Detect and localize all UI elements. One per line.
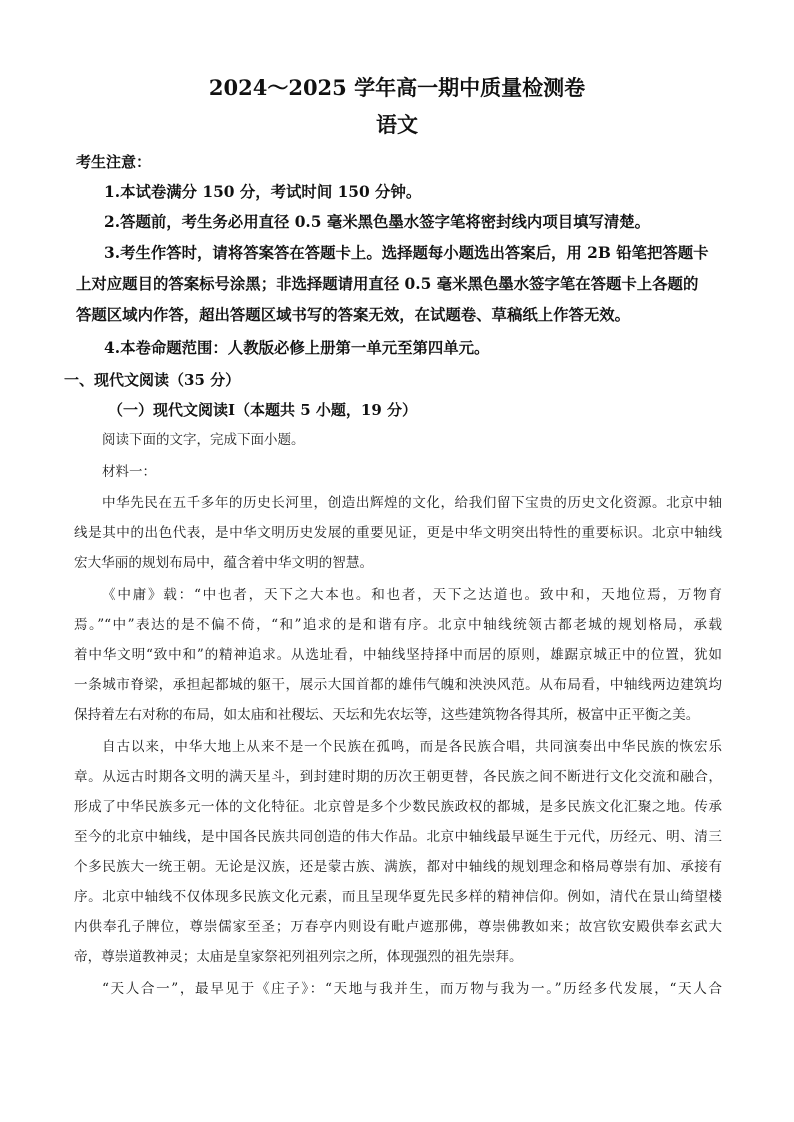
passage-line: “天人合一”，最早见于《庄子》：“天地与我并生，而万物与我为一。”历经多代发展，“天人合: [102, 981, 722, 997]
subsection-heading: （一）现代文阅读Ⅰ（本题共 5 小题，19 分）: [108, 401, 417, 419]
notice-line: 4.本卷命题范围：人教版必修上册第一单元至第四单元。: [104, 339, 490, 357]
passage-line: 形成了中华民族多元一体的文化特征。北京曾是多个少数民族政权的都城，是多民族文化汇聚之地。传承: [74, 799, 722, 815]
subject-title: 语文: [376, 112, 418, 137]
notice-line: 2.答题前，考生务必用直径 0.5 毫米黑色墨水签字笔将密封线内项目填写清楚。: [104, 213, 651, 231]
notice-line: 答题区域内作答，超出答题区域书写的答案无效，在试题卷、草稿纸上作答无效。: [76, 306, 631, 324]
passage-line: 中华先民在五千多年的历史长河里，创造出辉煌的文化，给我们留下宝贵的历史文化资源。北京中轴: [102, 495, 722, 511]
passage-line: 个多民族大一统王朝。无论是汉族，还是蒙古族、满族，都对中轴线的规划理念和格局尊崇有加、承接有: [74, 859, 722, 875]
passage-line: 至今的北京中轴线，是中国各民族共同创造的伟大作品。北京中轴线最早诞生于元代，历经元、明、清三: [74, 829, 722, 845]
notice-heading: 考生注意：: [76, 153, 152, 171]
material-label: 材料一：: [102, 464, 156, 480]
passage-line: 章。从远古时期各文明的满天星斗，到封建时期的历次王朝更替，各民族之间不断进行文化交流和融合，: [74, 769, 722, 785]
passage-line: 序。北京中轴线不仅体现多民族文化元素，而且呈现华夏先民多样的精神信仰。例如，清代在景山绮望楼: [74, 889, 722, 905]
passage-line: 线是其中的出色代表，是中华文明历史发展的重要见证，更是中华文明突出特性的重要标识。北京中轴线: [74, 525, 722, 541]
passage-line: 焉。”“中”表达的是不偏不倚，“和”追求的是和谐有序。北京中轴线统领古都老城的规划格局，承载: [74, 617, 722, 633]
passage-line: 内供奉孔子牌位，尊崇儒家至圣；万春亭内则设有毗卢遮那佛，尊崇佛教如来；故宫钦安殿供奉玄武大: [74, 919, 722, 935]
notice-line: 1.本试卷满分 150 分，考试时间 150 分钟。: [104, 183, 422, 201]
instruction: 阅读下面的文字，完成下面小题。: [102, 432, 305, 448]
passage-line: 帝，尊崇道教神灵；太庙是皇家祭祀列祖列宗之所，体现强烈的祖先崇拜。: [74, 949, 523, 965]
notice-line: 3.考生作答时，请将答案答在答题卡上。选择题每小题选出答案后，用 2B 铅笔把答题卡: [104, 244, 709, 262]
passage-line: 《中庸》载：“中也者，天下之大本也。和也者，天下之达道也。致中和，天地位焉，万物育: [102, 587, 722, 603]
passage-line: 宏大华丽的规划布局中，蕴含着中华文明的智慧。: [74, 555, 374, 571]
exam-title: 2024～2025 学年高一期中质量检测卷: [208, 75, 586, 100]
passage-line: 着中华文明“致中和”的精神追求。从选址看，中轴线坚持择中而居的原则，雄踞京城正中的位置，犹如: [74, 647, 722, 663]
passage-line: 自古以来，中华大地上从来不是一个民族在孤鸣，而是各民族合唱，共同演奏出中华民族的恢宏乐: [102, 739, 722, 755]
notice-line: 上对应题目的答案标号涂黑；非选择题请用直径 0.5 毫米黑色墨水签字笔在答题卡上各题的: [76, 275, 699, 293]
passage-line: 保持着左右对称的布局，如太庙和社稷坛、天坛和先农坛等，这些建筑物各得其所，极富中正平衡之美。: [74, 707, 700, 723]
passage-line: 一条城市脊梁，承担起都城的躯干，展示大国首都的雄伟气魄和泱泱风范。从布局看，中轴线两边建筑均: [74, 677, 722, 693]
section-heading: 一、现代文阅读（35 分）: [64, 371, 241, 389]
